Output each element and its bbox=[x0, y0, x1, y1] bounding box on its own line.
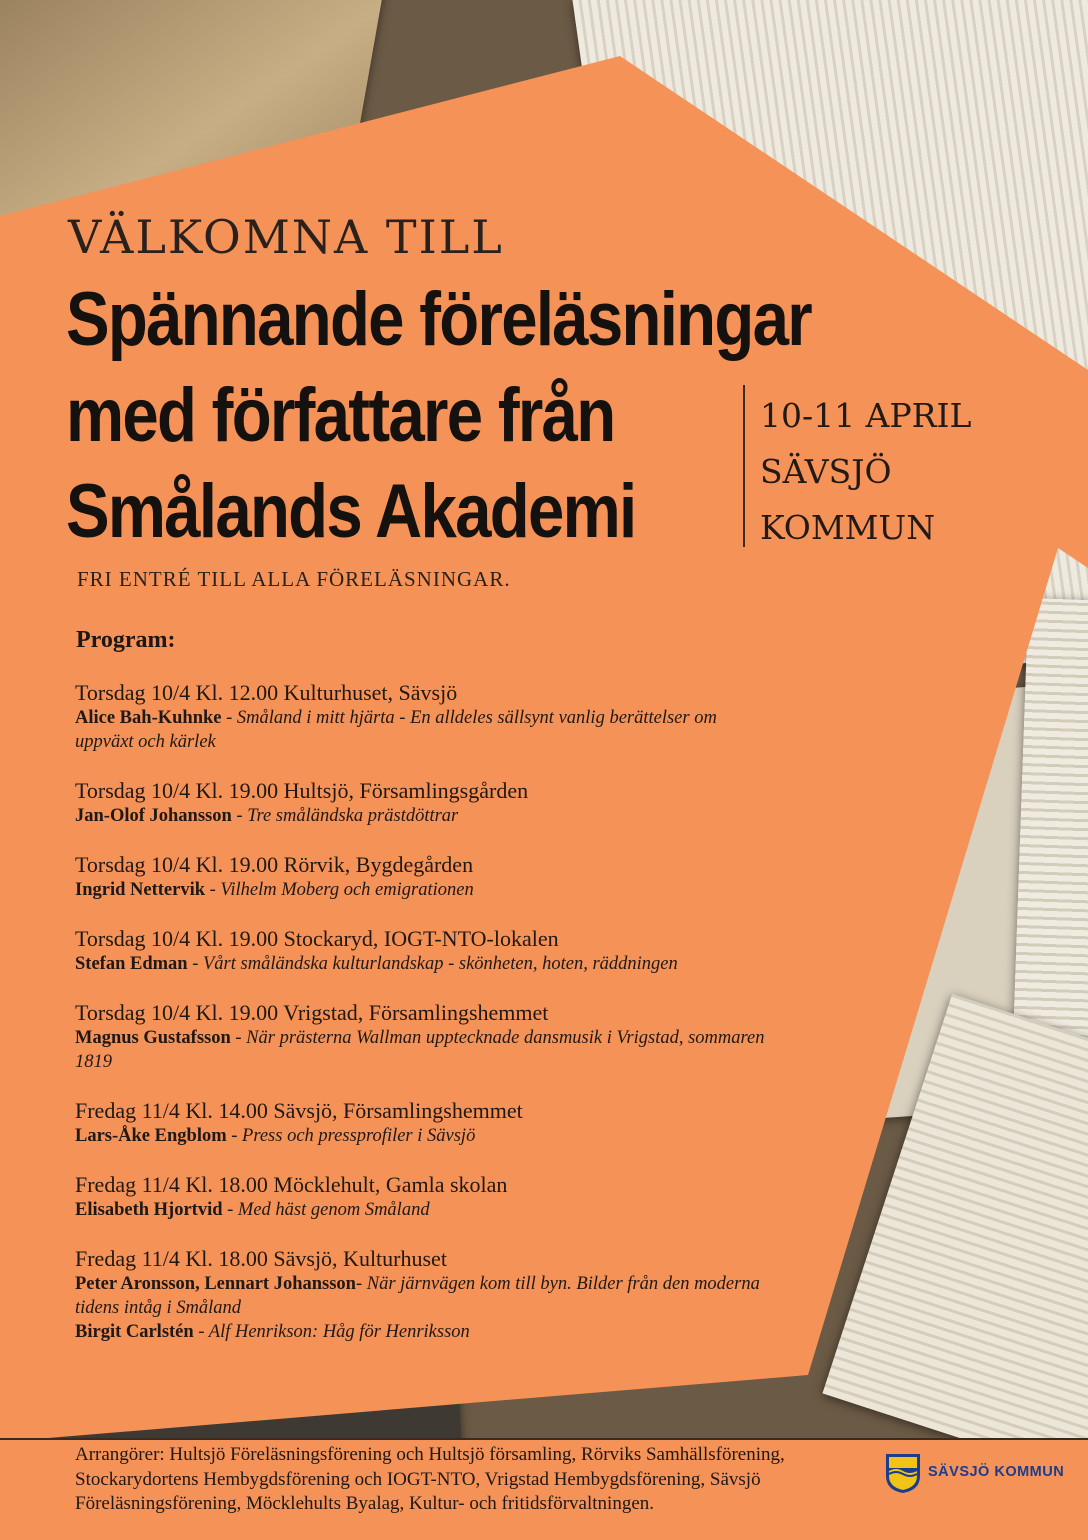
lecture-title: - Press och pressprofiler i Sävsjö bbox=[226, 1126, 476, 1146]
speaker-name: Elisabeth Hjortvid bbox=[75, 1200, 223, 1220]
headline-line: Spännande föreläsningar bbox=[66, 277, 811, 362]
headline-line: med författare från bbox=[66, 373, 615, 458]
event-time-place: Torsdag 10/4 Kl. 12.00 Kulturhuset, Sävsjö bbox=[75, 680, 458, 705]
free-entry-note: FRI ENTRÉ TILL ALLA FÖRELÄSNINGAR. bbox=[77, 567, 511, 591]
program-event bbox=[75, 852, 775, 902]
event-talk bbox=[75, 878, 775, 902]
speaker-name: Ingrid Nettervik bbox=[75, 880, 205, 900]
savsjo-kommun-logo bbox=[884, 1452, 1074, 1496]
lecture-title: - Tre småländska prästdöttrar bbox=[231, 806, 459, 826]
speaker-name: Magnus Gustafsson bbox=[75, 1028, 231, 1048]
event-time-place: Fredag 11/4 Kl. 18.00 Sävsjö, Kulturhuset bbox=[75, 1246, 447, 1271]
program-event bbox=[75, 1098, 775, 1148]
vertical-divider bbox=[743, 385, 745, 547]
event-time-place: Fredag 11/4 Kl. 18.00 Möcklehult, Gamla skolan bbox=[75, 1172, 508, 1197]
program-event bbox=[75, 926, 775, 976]
event-talk bbox=[75, 706, 775, 754]
speaker-name: Jan-Olof Johansson bbox=[75, 806, 232, 826]
lecture-title: - Vårt småländska kulturlandskap - skönheten, hoten, räddningen bbox=[187, 954, 678, 974]
event-time-place: Torsdag 10/4 Kl. 19.00 Hultsjö, Församlingsgården bbox=[75, 778, 529, 803]
welcome-heading: VÄLKOMNA TILL bbox=[68, 210, 504, 264]
event-talk bbox=[75, 952, 775, 976]
event-talk bbox=[75, 1198, 775, 1222]
event-time-place: Fredag 11/4 Kl. 14.00 Sävsjö, Församlingshemmet bbox=[75, 1098, 523, 1123]
program-event bbox=[75, 680, 775, 754]
lecture-title: - Småland i mitt hjärta - En alldeles sällsynt vanlig berättelser om uppväxt och kärlek bbox=[75, 708, 717, 752]
event-talk bbox=[75, 1026, 775, 1074]
lecture-title: - Alf Henrikson: Håg för Henriksson bbox=[193, 1322, 470, 1342]
lecture-title: - Vilhelm Moberg och emigrationen bbox=[205, 880, 474, 900]
program-event bbox=[75, 1000, 775, 1074]
event-talk bbox=[75, 1320, 775, 1344]
location-line: SÄVSJÖ bbox=[760, 452, 892, 491]
event-time-place: Torsdag 10/4 Kl. 19.00 Rörvik, Bygdegården bbox=[75, 852, 474, 877]
speaker-name: Lars-Åke Engblom bbox=[75, 1126, 227, 1146]
municipal-crest-icon bbox=[884, 1452, 922, 1494]
date-line: 10-11 APRIL bbox=[760, 396, 972, 435]
program-event bbox=[75, 1172, 775, 1222]
program-event bbox=[75, 778, 775, 828]
organizers-text: Arrangörer: Hultsjö Föreläsningsförening och Hultsjö församling, Rörviks Samhällsförening, Stockarydortens Hembygdsförening och IOGT-NTO, Vrigstad Hembygdsförening, Sävsjö Föreläsningsförening, Möcklehults Byalag, Kultur- och fritidsförvaltningen. bbox=[75, 1444, 785, 1514]
headline-line: Smålands Akademi bbox=[66, 469, 636, 554]
program-event bbox=[75, 1246, 775, 1344]
lecture-title: - Med häst genom Småland bbox=[222, 1200, 430, 1220]
event-time-place: Torsdag 10/4 Kl. 19.00 Stockaryd, IOGT-NTO-lokalen bbox=[75, 926, 559, 951]
poster-headline bbox=[66, 272, 840, 560]
speaker-name: Stefan Edman bbox=[75, 954, 188, 974]
speaker-name: Alice Bah-Kuhnke bbox=[75, 708, 222, 728]
event-talk bbox=[75, 1272, 775, 1320]
event-talk bbox=[75, 1124, 775, 1148]
speaker-name: Birgit Carlstén bbox=[75, 1322, 194, 1342]
event-time-place: Torsdag 10/4 Kl. 19.00 Vrigstad, Församlingshemmet bbox=[75, 1000, 549, 1025]
program-heading: Program: bbox=[76, 627, 176, 653]
date-location-block bbox=[760, 388, 971, 556]
logo-text: SÄVSJÖ KOMMUN bbox=[928, 1464, 1065, 1480]
event-talk bbox=[75, 804, 775, 828]
speaker-name: Peter Aronsson, Lennart Johansson bbox=[75, 1274, 356, 1294]
program-list bbox=[75, 680, 775, 1368]
lecture-title: - När prästerna Wallman upptecknade dansmusik i Vrigstad, sommaren 1819 bbox=[75, 1028, 765, 1072]
location-line: KOMMUN bbox=[760, 508, 936, 547]
lecture-title: - När järnvägen kom till byn. Bilder från den moderna tidens intåg i Småland bbox=[75, 1274, 760, 1318]
